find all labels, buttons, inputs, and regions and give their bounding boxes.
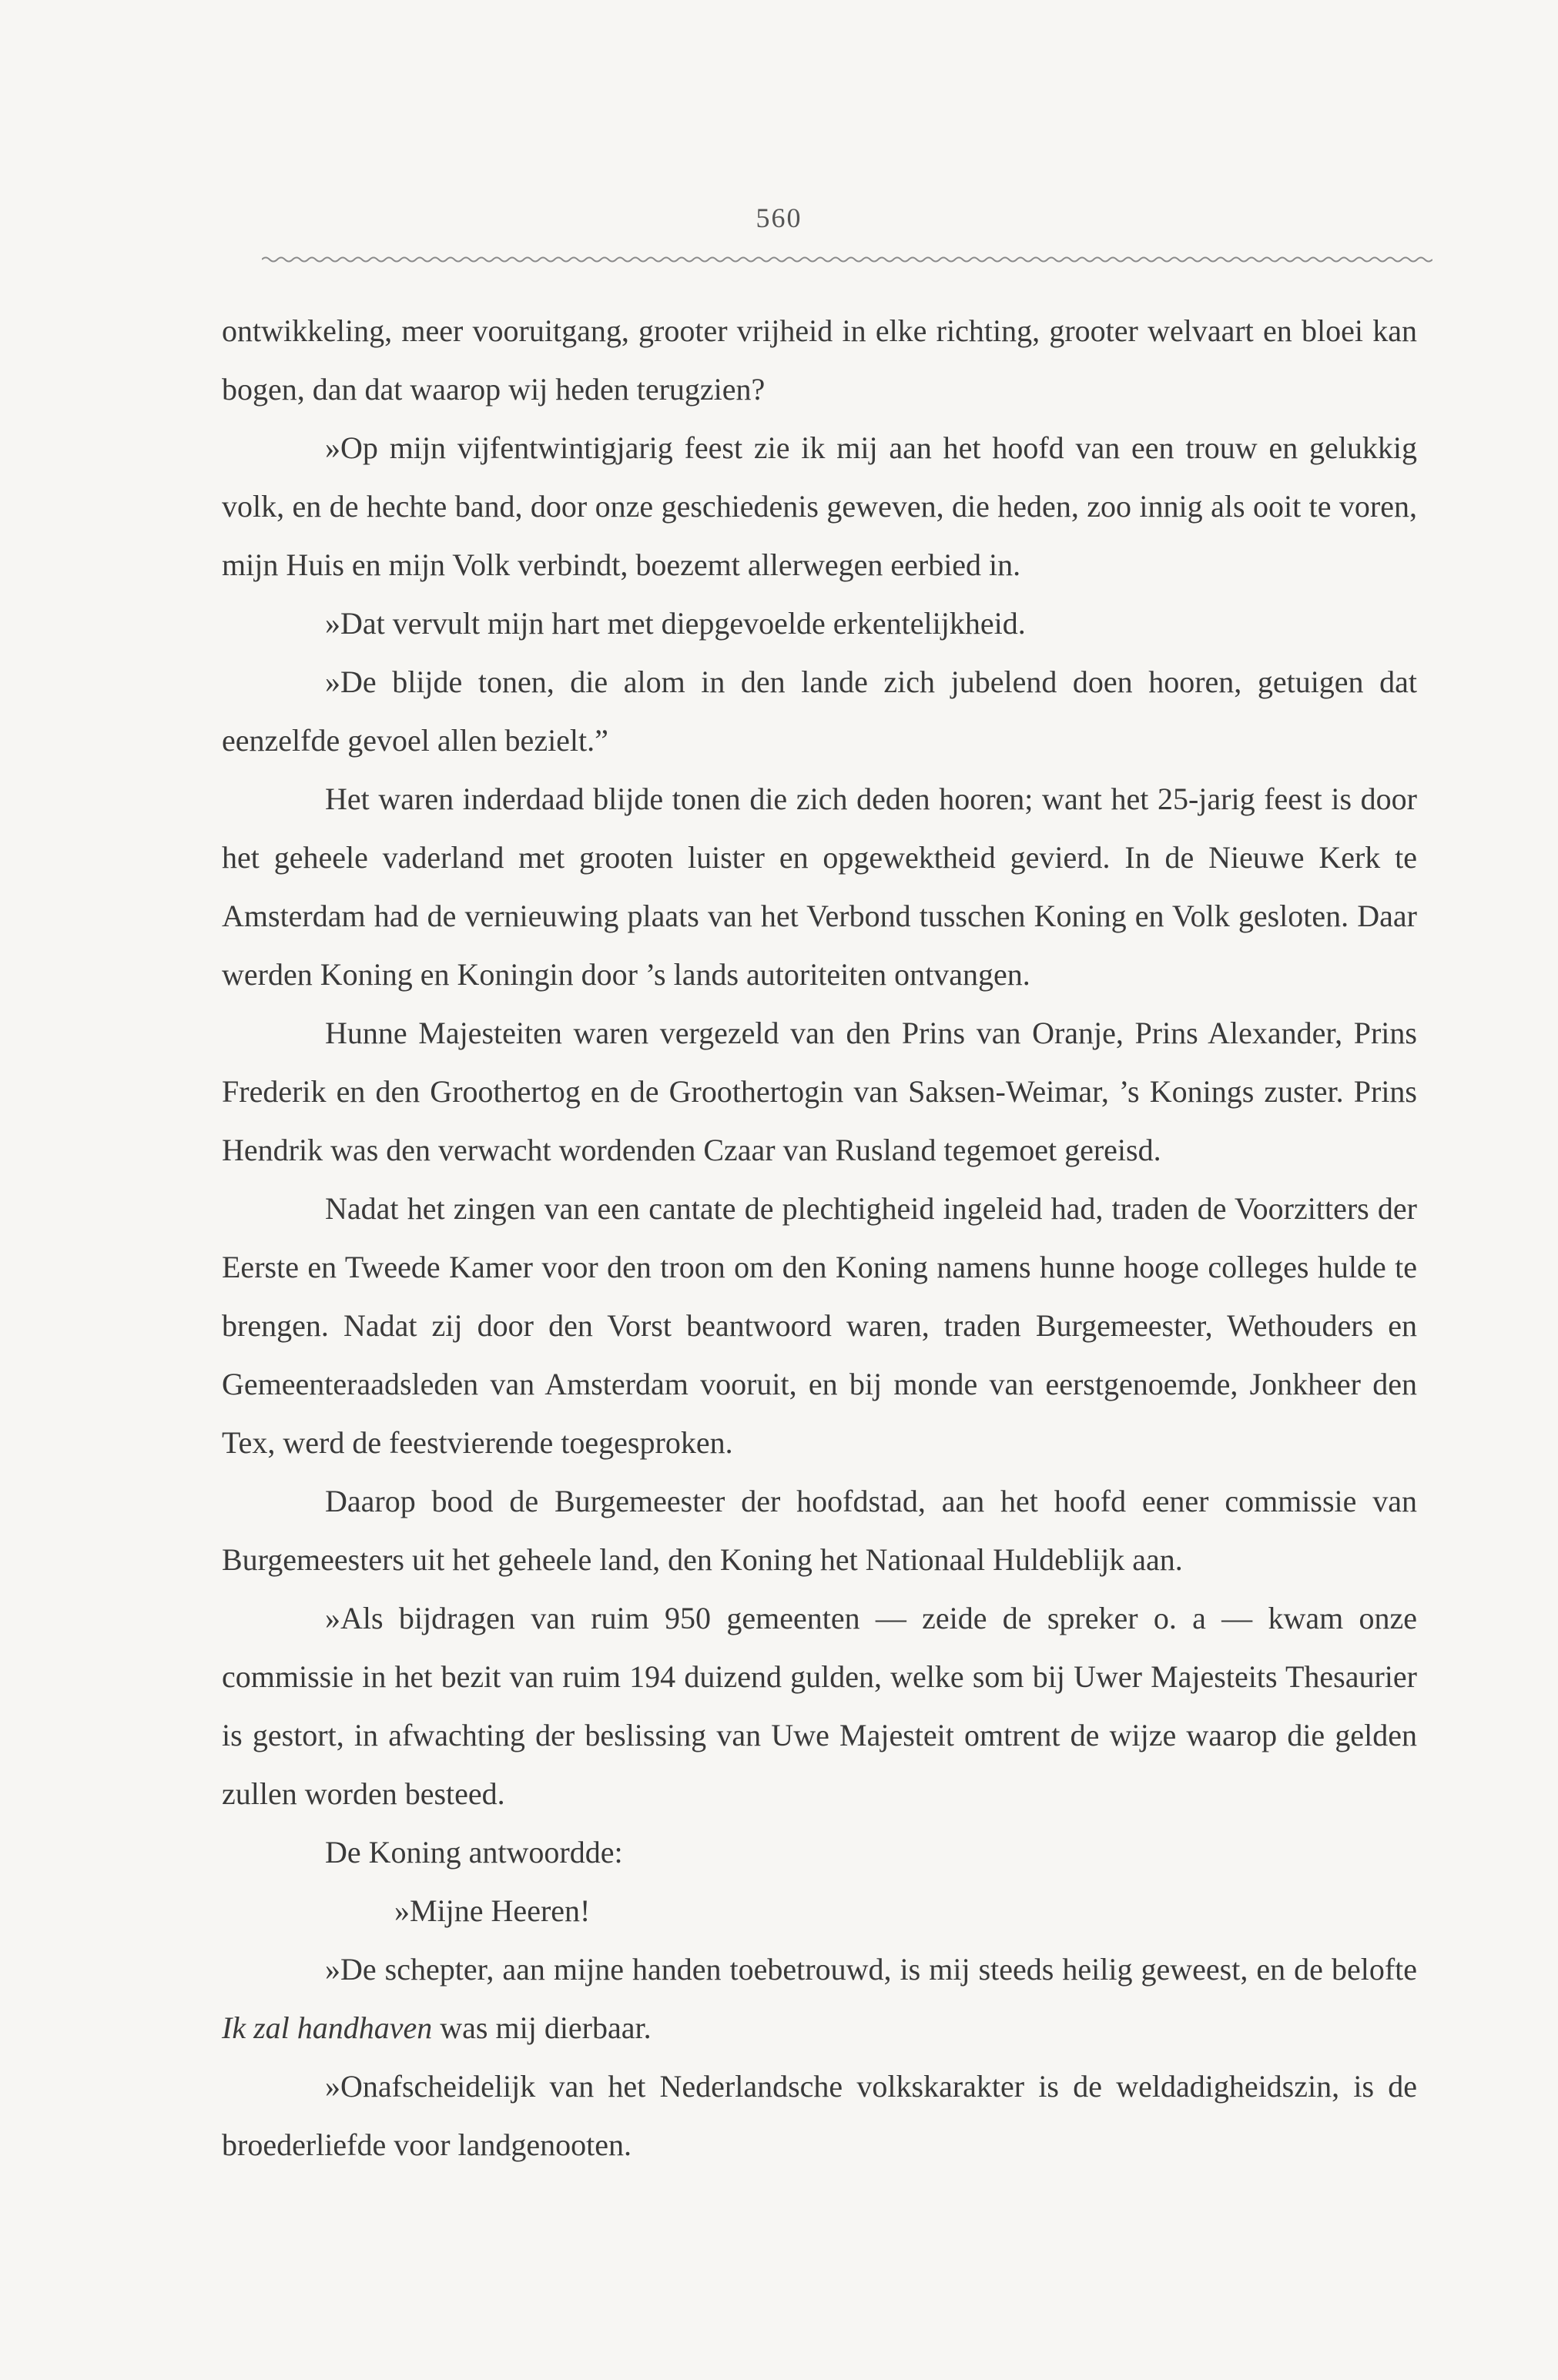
paragraph-1: ontwikkeling, meer vooruitgang, grooter vrijheid in elke richting, grooter welvaart en bloei kan bogen, dan dat waarop wij heden terugzien? — [222, 313, 1417, 407]
page-number: 560 — [756, 203, 802, 233]
paragraph-4: »De blijde tonen, die alom in den lande zich jubelend doen hooren, getuigen dat eenzelfde gevoel allen bezielt.” — [222, 664, 1417, 758]
paragraph-7: Nadat het zingen van een cantate de plechtigheid ingeleid had, traden de Voorzitters der Eerste en Tweede Kamer voor den troon om den Koning namens hunne hooge colleges hulde te brengen. Nadat zij door den Vorst beantwoord waren, traden Burgemeester, Wethouders en Gemeenteraadsleden van Amsterdam vooruit, en bij monde van eerstgenoemde, Jonkheer den Tex, werd de feestvierende toegesproken. — [222, 1191, 1417, 1460]
paragraph-13: »Onafscheidelijk van het Nederlandsche volkskarakter is de weldadigheidszin, is de broederliefde voor landgenooten. — [222, 2069, 1417, 2162]
paragraph-10: De Koning antwoordde: — [325, 1835, 623, 1870]
paragraph-11: »Mijne Heeren! — [394, 1893, 591, 1928]
paragraph-9: »Als bijdragen van ruim 950 gemeenten — zeide de spreker o. a — kwam onze commissie in het bezit van ruim 194 duizend gulden, welke som bij Uwer Majesteits Thesaurier is gestort, in afwachting der beslissing van Uwe Majesteit omtrent de wijze waarop die gelden zullen worden besteed. — [222, 1601, 1417, 1811]
paragraph-12-before: »De schepter, aan mijne handen toebetrouwd, is mij steeds heilig geweest, en de belofte — [325, 1952, 1417, 1987]
paragraph-3: »Dat vervult mijn hart met diepgevoelde erkentelijkheid. — [325, 606, 1026, 641]
paragraph-8: Daarop bood de Burgemeester der hoofdstad, aan het hoofd eener commissie van Burgemeesters uit het geheele land, den Koning het Nationaal Huldeblijk aan. — [222, 1484, 1417, 1577]
paragraph-6: Hunne Majesteiten waren vergezeld van den Prins van Oranje, Prins Alexander, Prins Frederik en den Groothertog en de Groothertogin van Saksen-Weimar, ’s Konings zuster. Prins Hendrik was den verwacht wordenden Czaar van Rusland tegemoet gereisd. — [222, 1016, 1417, 1167]
motto-quote: Ik zal handhaven — [222, 2010, 433, 2045]
paragraph-12-after: was mij dierbaar. — [432, 2010, 652, 2045]
wavy-header-rule — [262, 254, 1432, 265]
paragraph-12 — [222, 1940, 1417, 2057]
paragraph-2: »Op mijn vijfentwintigjarig feest zie ik mij aan het hoofd van een trouw en gelukkig volk, en de hechte band, door onze geschiedenis geweven, die heden, zoo innig als ooit te voren, mijn Huis en mijn Volk verbindt, boezemt allerwegen eerbied in. — [222, 430, 1417, 582]
body-text — [222, 302, 1417, 2174]
paragraph-5: Het waren inderdaad blijde tonen die zich deden hooren; want het 25-jarig feest is door het geheele vaderland met grooten luister en opgewektheid gevierd. In de Nieuwe Kerk te Amsterdam had de vernieuwing plaats van het Verbond tusschen Koning en Volk gesloten. Daar werden Koning en Koningin door ’s lands autoriteiten ontvangen. — [222, 782, 1417, 992]
